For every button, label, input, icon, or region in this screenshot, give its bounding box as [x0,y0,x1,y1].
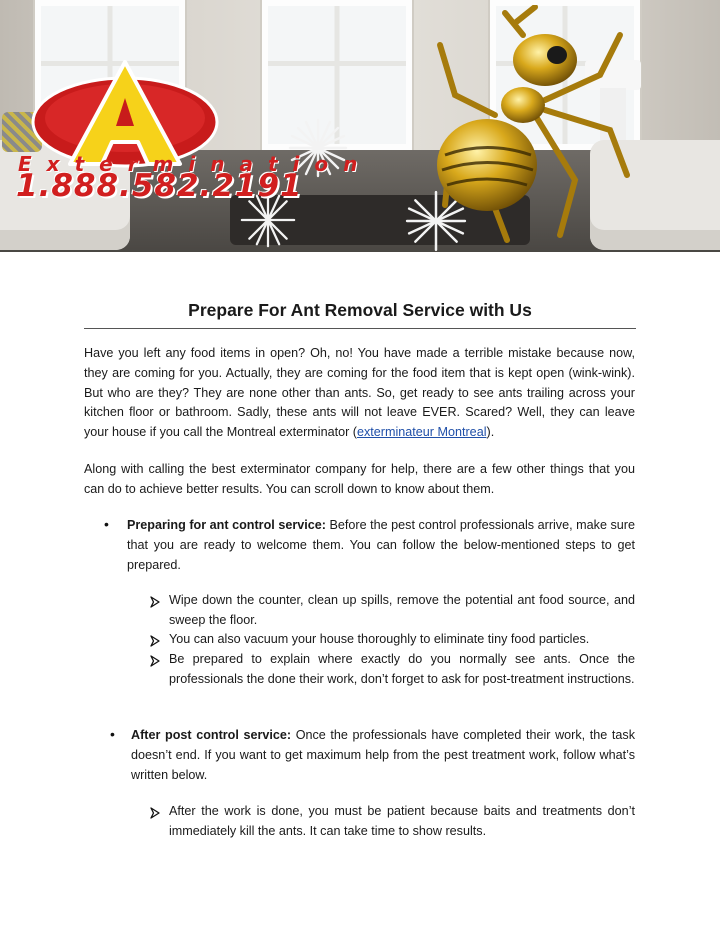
arrow-bullet-icon [149,807,161,819]
arrow-bullet-icon [149,596,161,608]
section-heading: After post control service: [131,728,292,742]
phone-number[interactable]: 1.888.582.2191 [16,168,303,204]
brand-name: Extermination [18,152,373,176]
arrow-bullet-icon [149,655,161,667]
section-after [131,726,635,785]
title-divider [84,328,636,329]
arrow-bullet-icon [149,635,161,647]
intro-text-end: ). [486,425,495,440]
step-item: Be prepared to explain where exactly do you normally see ants. Once the professionals the done their work, don’t forget to ask for post-treatment instructions. [169,652,635,686]
hero-banner [0,0,720,252]
exterminator-link[interactable]: exterminateur Montreal [357,425,487,440]
section-heading: Preparing for ant control service: [127,518,326,532]
page-title: Prepare For Ant Removal Service with Us [188,300,532,320]
section-preparing [127,516,635,575]
ant-icon [395,5,635,245]
section-text: Before the pest control professionals arrive, make sure that you are ready to welcome them. You can follow the below-mentioned steps to get prepared. [127,518,635,572]
intro-text: Have you left any food items in open? Oh, no! You have made a terrible mistake because now, they are coming for you. Actually, they are coming for the food item that is kept open (wink-wink). But who are they? They are none other than ants. So, get ready to see ants trailing across your kitchen floor or bathroom. Sadly, these ants will not leave EVER. Scared? Well, they can leave your house if you call the Montreal exterminator ( [84,346,635,440]
bullet-icon: • [110,726,115,742]
intro-paragraph [84,344,635,443]
step-item: After the work is done, you must be patient because baits and treatments don’t immediately kill the ants. It can take time to show results. [169,804,635,838]
bullet-icon: • [104,516,109,532]
step-item: Wipe down the counter, clean up spills, remove the potential ant food source, and sweep the floor. [169,593,635,627]
body-paragraph: Along with calling the best exterminator company for help, there are a few other things that you can do to achieve better results. You can scroll down to know about them. [84,462,635,496]
section-text: Once the professionals have completed their work, the task doesn’t end. If you want to get maximum help from the pest treatment work, follow what’s written below. [131,728,635,782]
step-item: You can also vacuum your house thoroughly to eliminate tiny food particles. [169,632,590,646]
